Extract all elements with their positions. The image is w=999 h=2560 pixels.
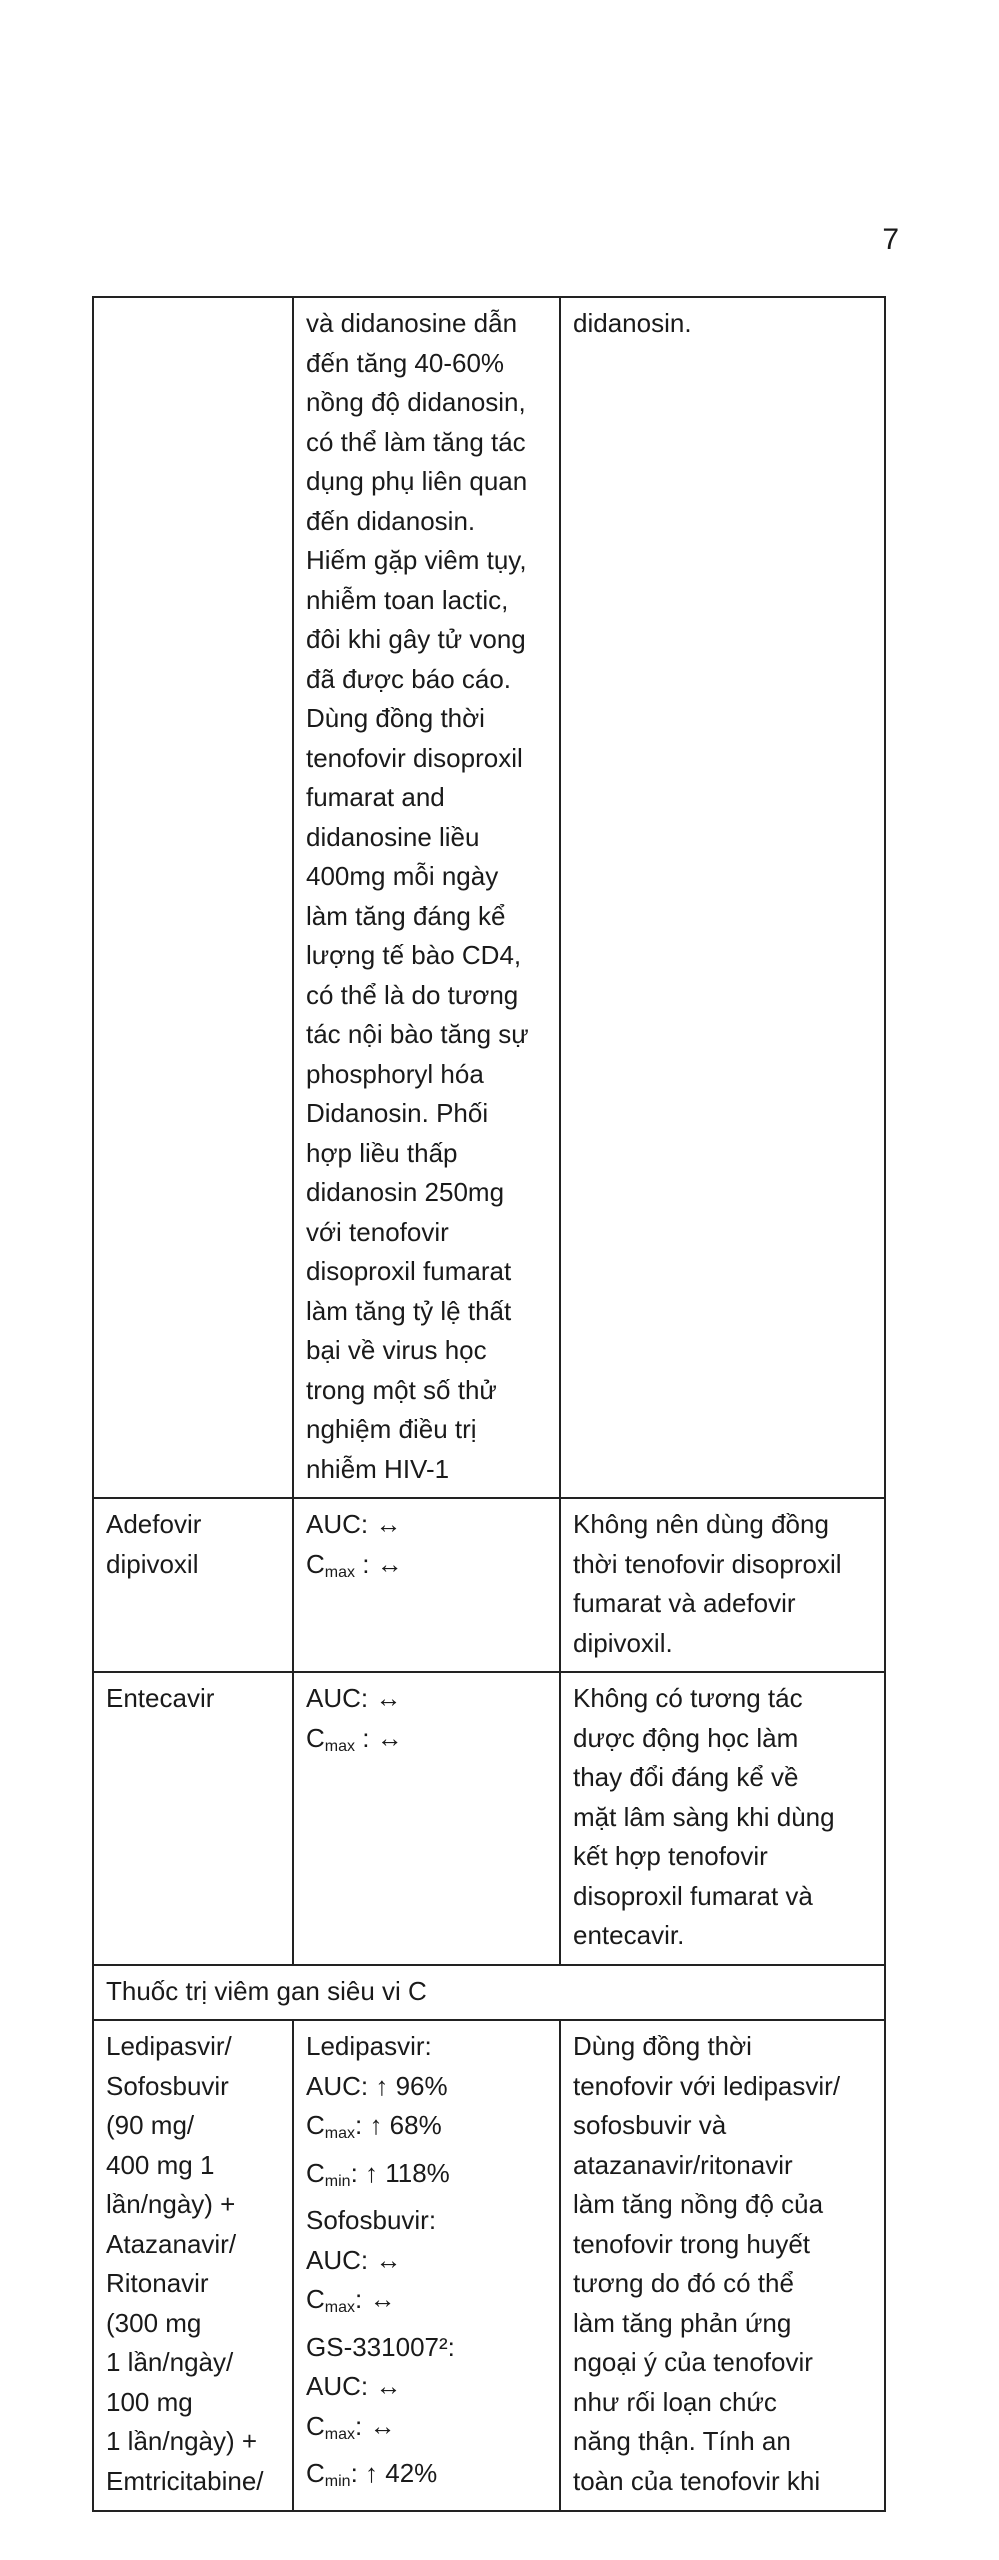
line-text: : ↑ 118% (350, 2157, 450, 2188)
line-text: : ↔ (355, 1548, 403, 1579)
line-text: C (306, 1722, 325, 1753)
drug-line: Emtricitabine/ (106, 2465, 264, 2496)
line-text: AUC: ↔ (306, 2244, 402, 2275)
effect-line (306, 2106, 559, 2154)
line-text: C (306, 2410, 325, 2441)
section-heading-row (93, 1965, 885, 2021)
recommendation-line: Dùng đồng thời (573, 2031, 752, 2061)
recommendation-line: sofosbuvir và (573, 2110, 727, 2140)
effect-line (306, 2027, 559, 2067)
effect-line: trong một số thử (306, 1374, 497, 1405)
effect-line: có thể làm tăng tác (306, 426, 526, 457)
recommendation-line: disoproxil fumarat và (573, 1880, 813, 1911)
effect-line: nghiệm điều trị (306, 1414, 477, 1444)
recommendation-line: Không có tương tác (573, 1683, 803, 1713)
line-subscript: max (324, 1563, 356, 1581)
line-text: C (306, 2157, 325, 2188)
recommendation-cell (560, 1672, 885, 1965)
effect-line: 400mg mỗi ngày (306, 861, 499, 891)
recommendation-line: kết hợp tenofovir (573, 1841, 768, 1871)
recommendation-line: làm tăng phản ứng (573, 2307, 792, 2338)
recommendation-line: atazanavir/ritonavir (573, 2149, 793, 2180)
drug-cell (93, 1672, 293, 1965)
line-subscript: max (324, 1737, 356, 1755)
recommendation-line: tenofovir trong huyết (573, 2228, 811, 2259)
effect-line: Dùng đồng thời (306, 703, 485, 733)
drug-line: Ritonavir (106, 2268, 209, 2298)
effect-line (306, 1679, 559, 1719)
effect-line: Didanosin. Phối (306, 1098, 489, 1128)
effect-line: đến tăng 40-60% (306, 347, 505, 378)
line-subscript: max (324, 2125, 356, 2142)
effect-line: với tenofovir (306, 1216, 449, 1247)
recommendation-line: thay đổi đáng kể về (573, 1762, 799, 1792)
effect-line: dụng phụ liên quan (306, 466, 528, 496)
effect-cell (293, 2020, 560, 2511)
effect-line: đã được báo cáo. (306, 663, 512, 694)
line-text: : ↑ 68% (355, 2110, 442, 2140)
effect-cell (293, 297, 560, 1498)
line-text: AUC: ↔ (306, 1509, 402, 1539)
line-text: : ↑ 42% (350, 2458, 438, 2488)
effect-line: nhiễm HIV-1 (306, 1453, 450, 1484)
effect-line: làm tăng đáng kể (306, 900, 506, 931)
line-text: : ↔ (355, 2284, 396, 2314)
table-row (93, 2020, 885, 2511)
recommendation-line: Không nên dùng đồng (573, 1509, 829, 1539)
drug-line: 1 lần/ngày/ (106, 2347, 234, 2377)
drug-line: Atazanavir/ (106, 2228, 237, 2259)
effect-line: tenofovir disoproxil (306, 742, 523, 773)
line-subscript: max (324, 2425, 356, 2443)
drug-line: (90 mg/ (106, 2110, 195, 2140)
interaction-table (92, 296, 886, 2512)
effect-line (306, 2407, 559, 2455)
recommendation-line: tenofovir với ledipasvir/ (573, 2070, 841, 2101)
effect-line: tác nội bào tăng sự (306, 1019, 529, 1049)
drug-line: 1 lần/ngày) + (106, 2426, 258, 2456)
effect-line: lượng tế bào CD4, (306, 940, 522, 970)
effect-line (306, 2454, 559, 2502)
line-subscript: min (324, 2473, 351, 2490)
effect-line: và didanosine dẫn (306, 308, 518, 338)
recommendation-line: thời tenofovir disoproxil (573, 1548, 842, 1579)
effect-line: bại về virus học (306, 1335, 487, 1365)
line-text: AUC: ↔ (306, 1683, 402, 1713)
recommendation-line: tương do đó có thể (573, 2268, 794, 2298)
recommendation-line: entecavir. (573, 1920, 685, 1950)
drug-cell (93, 297, 293, 1498)
effect-line: đến didanosin. (306, 505, 476, 536)
recommendation-line: dipivoxil. (573, 1627, 673, 1658)
effect-line: làm tăng tỷ lệ thất (306, 1295, 512, 1326)
effect-cell (293, 1498, 560, 1672)
drug-line: Adefovir (106, 1509, 202, 1539)
line-text: : ↔ (355, 2410, 396, 2441)
recommendation-cell (560, 2020, 885, 2511)
drug-line: Sofosbuvir (106, 2070, 229, 2101)
line-text: Ledipasvir: (306, 2031, 432, 2061)
effect-cell (293, 1672, 560, 1965)
recommendation-line: năng thận. Tính an (573, 2426, 791, 2456)
effect-line: đôi khi gây tử vong (306, 624, 526, 654)
line-text: C (306, 2458, 325, 2488)
drug-cell (93, 2020, 293, 2511)
table-row (93, 297, 885, 1498)
effect-line: disoproxil fumarat (306, 1256, 512, 1286)
drug-line: lần/ngày) + (106, 2189, 236, 2219)
recommendation-line: như rối loạn chức (573, 2386, 777, 2417)
recommendation-cell (560, 297, 885, 1498)
recommendation-line: didanosin. (573, 308, 692, 338)
drug-line: 100 mg (106, 2386, 193, 2417)
effect-line (306, 1545, 559, 1593)
drug-line: Ledipasvir/ (106, 2031, 232, 2061)
line-text: Sofosbuvir: (306, 2205, 437, 2235)
recommendation-line: mặt lâm sàng khi dùng (573, 1801, 835, 1832)
effect-line: phosphoryl hóa (306, 1058, 484, 1089)
recommendation-line: làm tăng nồng độ của (573, 2189, 824, 2219)
table-row (93, 1672, 885, 1965)
line-subscript: min (324, 2172, 351, 2190)
effect-line (306, 2280, 559, 2328)
effect-line (306, 2241, 559, 2281)
effect-line (306, 2067, 559, 2107)
effect-line: didanosin 250mg (306, 1177, 505, 1207)
drug-line: dipivoxil (106, 1548, 199, 1579)
effect-line: nồng độ didanosin, (306, 387, 526, 417)
section-heading: Thuốc trị viêm gan siêu vi C (93, 1965, 885, 2021)
recommendation-line: ngoại ý của tenofovir (573, 2347, 813, 2377)
effect-line (306, 1505, 559, 1545)
effect-line: Hiếm gặp viêm tụy, (306, 545, 527, 575)
line-text: AUC: ↔ (306, 2371, 402, 2401)
line-subscript: max (324, 2299, 356, 2316)
line-text: C (306, 1548, 325, 1579)
line-text: C (306, 2110, 325, 2140)
effect-line: hợp liều thấp (306, 1137, 458, 1168)
effect-line: fumarat and (306, 782, 445, 812)
line-text: C (306, 2284, 325, 2314)
recommendation-line: toàn của tenofovir khi (573, 2465, 821, 2496)
line-text: : ↔ (355, 1722, 403, 1753)
drug-line: 400 mg 1 (106, 2149, 215, 2180)
effect-line: có thể là do tương (306, 979, 519, 1010)
effect-line (306, 1719, 559, 1767)
effect-line (306, 2201, 559, 2241)
effect-line (306, 2367, 559, 2407)
recommendation-cell (560, 1498, 885, 1672)
effect-line (306, 2154, 559, 2202)
recommendation-line: dược động học làm (573, 1722, 799, 1753)
line-text: GS-331007²: (306, 2331, 455, 2362)
effect-line: didanosine liều (306, 821, 480, 852)
table-row (93, 1498, 885, 1672)
drug-line: Entecavir (106, 1683, 215, 1713)
line-text: AUC: ↑ 96% (306, 2070, 448, 2101)
effect-line: nhiễm toan lactic, (306, 584, 509, 615)
drug-line: (300 mg (106, 2307, 202, 2338)
drug-cell (93, 1498, 293, 1672)
recommendation-line: fumarat và adefovir (573, 1588, 796, 1618)
page-number: 7 (882, 223, 899, 256)
effect-line (306, 2328, 559, 2368)
